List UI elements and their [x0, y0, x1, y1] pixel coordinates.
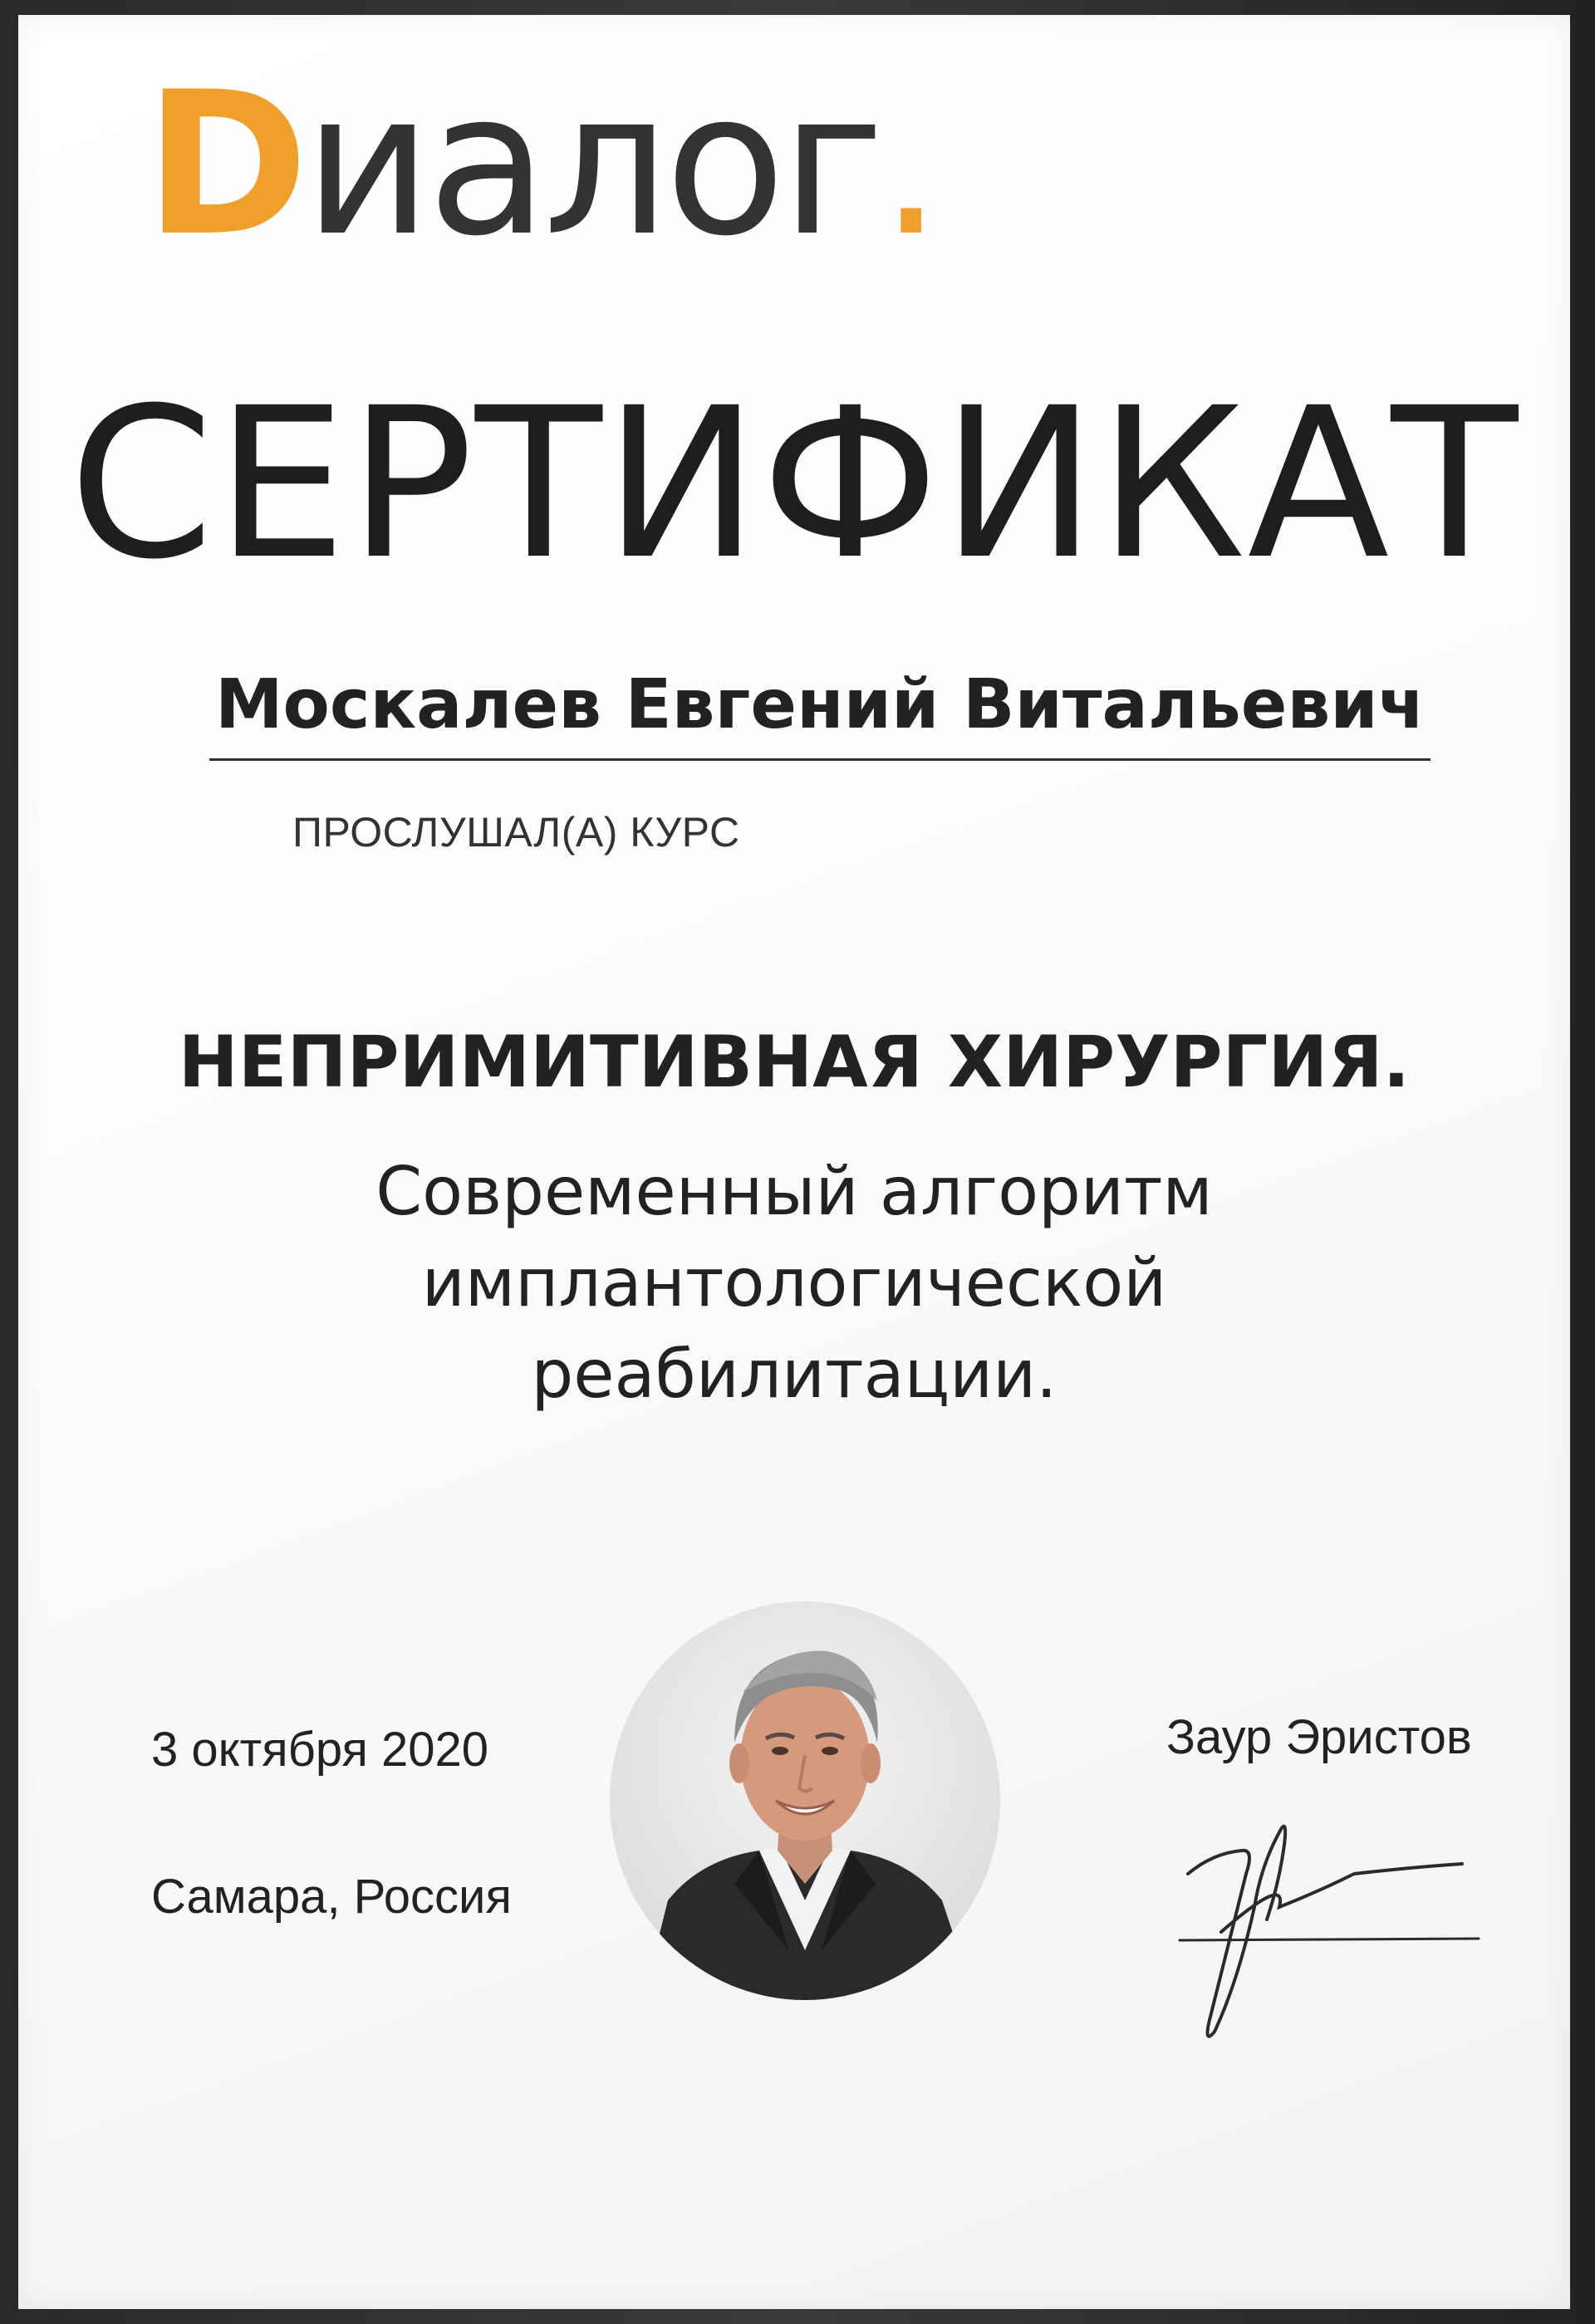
certificate-title: СЕРТИФИКАТ	[68, 363, 1520, 605]
lecturer-photo-icon	[610, 1601, 1000, 2000]
logo-rest-text: иалог	[303, 50, 880, 280]
course-subtitle-line: реабилитации.	[531, 1336, 1058, 1413]
course-subtitle-line: имплантологической	[421, 1244, 1167, 1321]
course-title: НЕПРИМИТИВНАЯ ХИРУРГИЯ.	[178, 1021, 1411, 1104]
recipient-name: Москалев Евгений Витальевич	[214, 665, 1426, 744]
certificate-sheet	[18, 15, 1570, 2309]
certificate-date: 3 октября 2020	[151, 1723, 488, 1777]
signature-icon	[1163, 1774, 1487, 2057]
course-subtitle-line: Современный алгоритм	[375, 1153, 1213, 1230]
recipient-underline	[209, 758, 1431, 761]
attended-course-label: ПРОСЛУШАЛ(А) КУРС	[292, 809, 740, 856]
certificate-place: Самара, Россия	[151, 1870, 512, 1924]
logo-dot: .	[879, 50, 938, 280]
logo-first-letter: D	[145, 50, 304, 280]
portrait-illustration	[610, 1601, 1000, 2000]
course-subtitle	[18, 1146, 1570, 1420]
signer-name: Заур Эристов	[1166, 1710, 1472, 1764]
dialog-logo	[145, 50, 938, 280]
